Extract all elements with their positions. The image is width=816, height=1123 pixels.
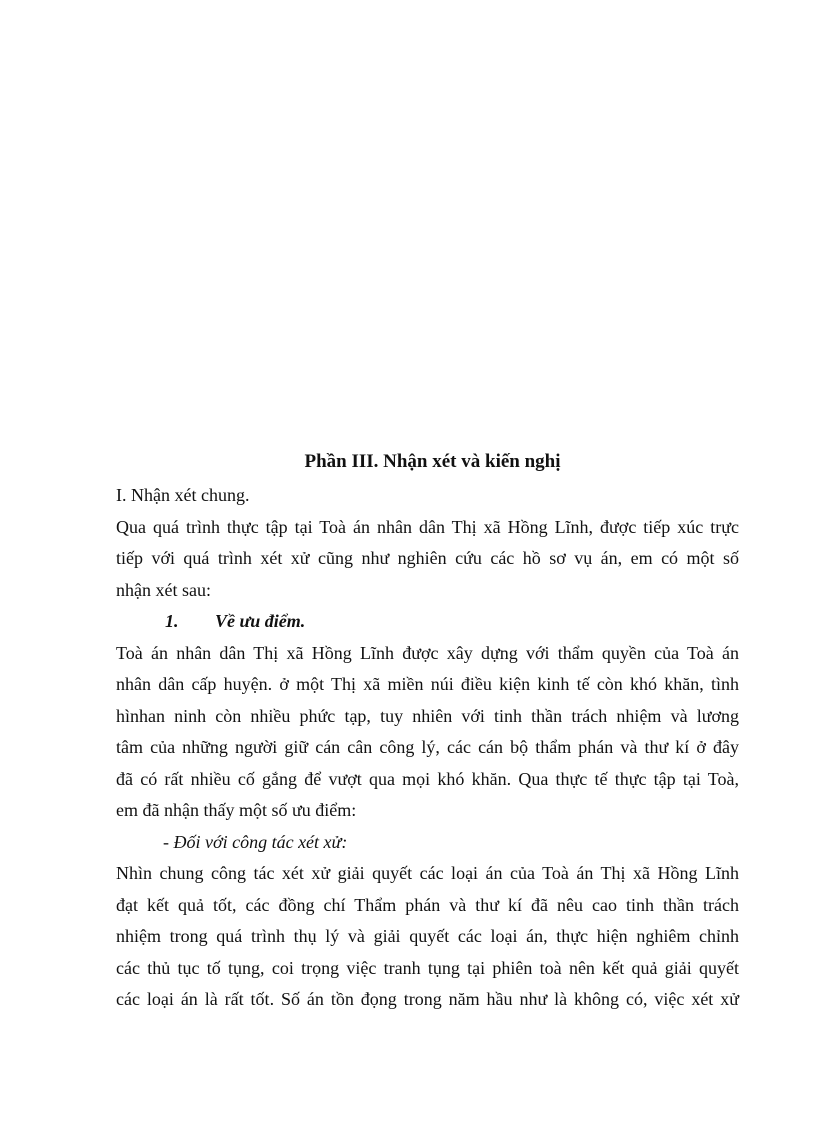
paragraph-line: hìnhan ninh còn nhiều phức tạp, tuy nhiên với tinh thần trách nhiệm và lương <box>116 705 739 726</box>
paragraph-line: các loại án là rất tốt. Số án tồn đọng trong năm hầu như là không có, việc xét xử <box>116 989 739 1009</box>
section-heading: I. Nhận xét chung. <box>116 485 250 505</box>
paragraph-line: Toà án nhân dân Thị xã Hồng Lĩnh được xây dựng với thẩm quyền của Toà án <box>116 642 739 663</box>
paragraph-line: nhiệm trong quá trình thụ lý và giải quyết các loại án, thực hiện nghiêm chỉnh <box>116 926 739 946</box>
sub-item-heading: - Đối với công tác xét xử: <box>163 831 348 852</box>
paragraph-line: các thủ tục tố tụng, coi trọng việc tranh tụng tại phiên toà nên kết quả giải quyết <box>116 957 739 978</box>
document-body <box>116 448 739 1016</box>
paragraph-line: Nhìn chung công tác xét xử giải quyết các loại án của Toà án Thị xã Hồng Lĩnh <box>116 863 739 883</box>
paragraph-line: nhận xét sau: <box>116 579 211 600</box>
subsection-heading <box>116 606 739 638</box>
subsection-number: 1. <box>165 611 179 631</box>
paragraph-line: nhân dân cấp huyện. ở một Thị xã miền núi điều kiện kinh tế còn khó khăn, tình <box>116 674 739 694</box>
page-title: Phần III. Nhận xét và kiến nghị <box>304 451 561 472</box>
subsection-label: Về ưu điểm. <box>215 611 306 631</box>
paragraph-line: tâm của những người giữ cán cân công lý, các cán bộ thẩm phán và thư kí ở đây <box>116 737 739 757</box>
paragraph-line: đạt kết quả tốt, các đồng chí Thẩm phán và thư kí đã nêu cao tinh thần trách <box>116 894 739 915</box>
paragraph-line: Qua quá trình thực tập tại Toà án nhân dân Thị xã Hồng Lĩnh, được tiếp xúc trực <box>116 516 739 537</box>
paragraph-line: đã có rất nhiều cố gắng để vượt qua mọi khó khăn. Qua thực tế thực tập tại Toà, <box>116 768 739 789</box>
paragraph-line: em đã nhận thấy một số ưu điểm: <box>116 800 357 820</box>
paragraph-line: tiếp với quá trình xét xử cũng như nghiên cứu các hồ sơ vụ án, em có một số <box>116 548 739 568</box>
